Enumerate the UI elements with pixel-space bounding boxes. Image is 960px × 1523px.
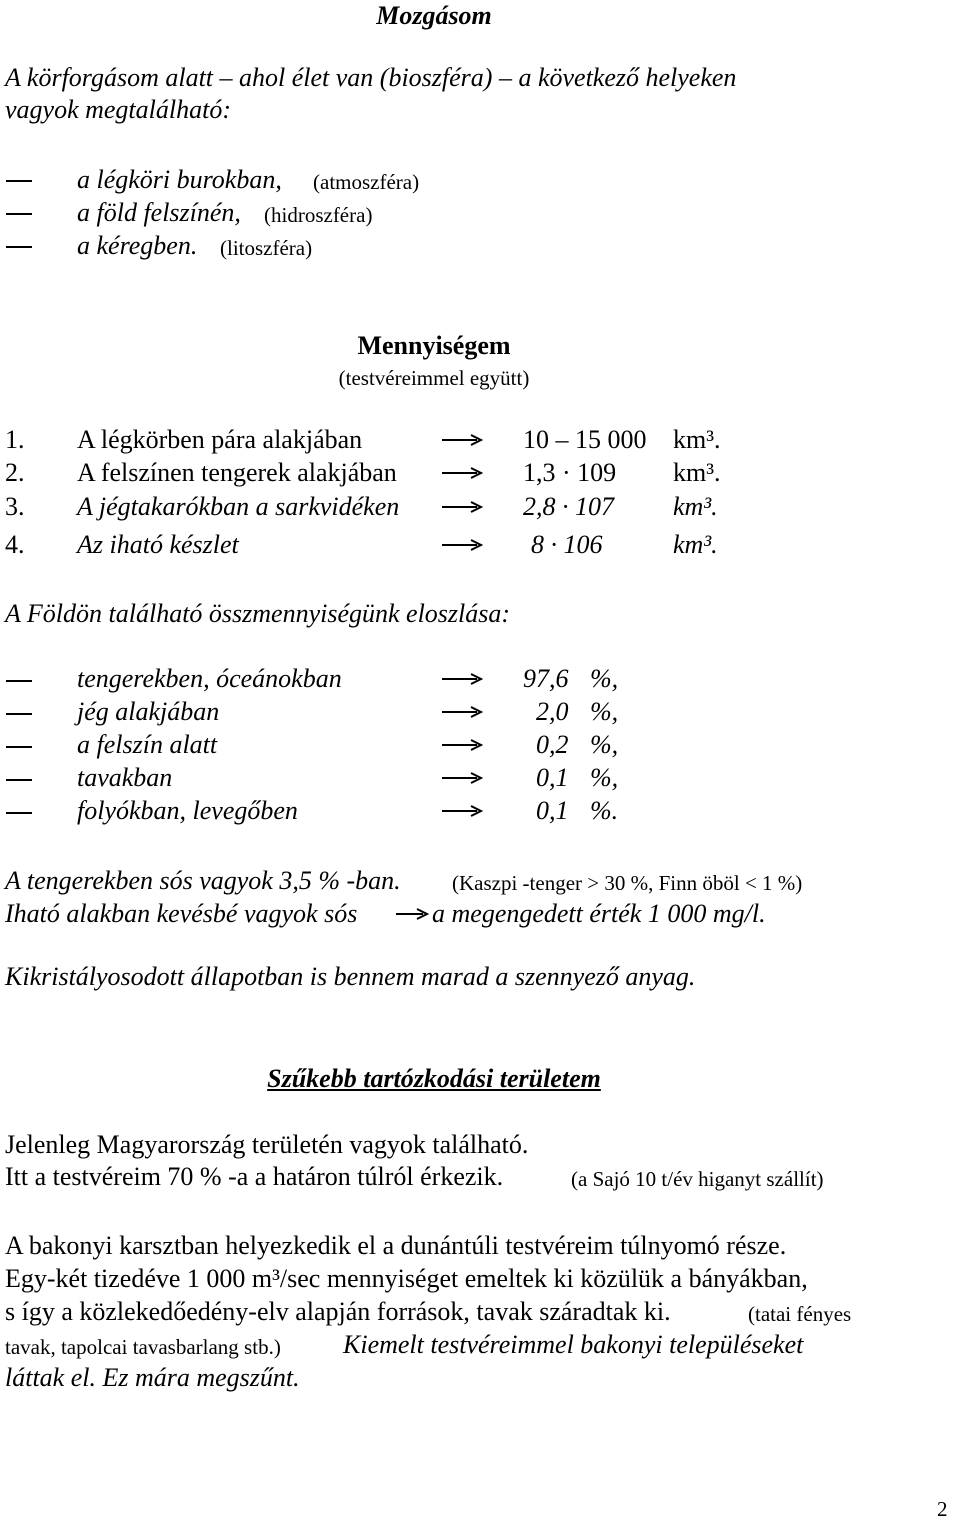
location-text: a légköri burokban, [77, 165, 282, 194]
item-label: a felszín alatt [77, 730, 218, 759]
item-value: 10 – 15 000 [523, 425, 647, 454]
territory-p2-note-a: (tatai fényes [748, 1302, 852, 1326]
item-value: 2,0 [536, 697, 569, 726]
salinity-line-2a: Iható alakban kevésbé vagyok sós [5, 899, 358, 928]
dash-bullet [6, 812, 32, 814]
item-label: tavakban [77, 763, 173, 792]
arrow-right-icon [441, 705, 483, 719]
item-label: jég alakjában [77, 697, 220, 726]
item-label: A felszínen tengerek alakjában [77, 458, 397, 487]
item-label: A jégtakarókban a sarkvidéken [77, 492, 400, 521]
arrow-right-icon [395, 907, 429, 921]
item-unit: %, [590, 763, 619, 792]
dash-bullet [6, 180, 32, 182]
salinity-line-3: Kikristályosodott állapotban is bennem marad a szennyező anyag. [5, 962, 696, 991]
salinity-line-1: A tengerekben sós vagyok 3,5 % -ban. [5, 866, 401, 895]
item-number: 3. [5, 492, 25, 521]
intro-line-1: A körforgásom alatt – ahol élet van (bioszféra) – a következő helyeken [5, 63, 737, 92]
territory-heading: Szűkebb tartózkodási területem [267, 1064, 601, 1093]
arrow-right-icon [441, 771, 483, 785]
territory-p2-line-4: Kiemelt testvéreimmel bakonyi településeket [343, 1330, 804, 1359]
territory-p2-line-2: Egy-két tizedéve 1 000 m³/sec mennyiséget emeltek ki közülük a bányákban, [5, 1264, 808, 1293]
dash-bullet [6, 213, 32, 215]
dash-bullet [6, 246, 32, 248]
item-value: 0,2 [536, 730, 569, 759]
quantity-heading: Mennyiségem [357, 331, 511, 360]
intro-line-2: vagyok megtalálható: [5, 95, 231, 124]
item-value: 2,8 · 107 [523, 492, 614, 521]
item-unit: km³. [673, 425, 721, 454]
arrow-right-icon [441, 466, 483, 480]
location-text: a kéregben. [77, 231, 198, 260]
territory-p2-note-b: tavak, tapolcai tavasbarlang stb.) [5, 1335, 281, 1359]
item-value: 0,1 [536, 796, 569, 825]
item-unit: km³. [673, 530, 718, 559]
item-number: 4. [5, 530, 25, 559]
item-number: 2. [5, 458, 25, 487]
arrow-right-icon [441, 672, 483, 686]
dash-bullet [6, 746, 32, 748]
item-label: Az iható készlet [77, 530, 239, 559]
item-value: 1,3 · 109 [523, 458, 617, 487]
location-text: a föld felszínén, [77, 198, 241, 227]
item-unit: %. [590, 796, 619, 825]
territory-p1-line-1: Jelenleg Magyarország területén vagyok található. [5, 1130, 529, 1159]
location-note: (atmoszféra) [313, 170, 420, 194]
item-value: 0,1 [536, 763, 569, 792]
item-unit: %, [590, 697, 619, 726]
territory-p1-note: (a Sajó 10 t/év higanyt szállít) [571, 1167, 824, 1191]
item-value: 97,6 [523, 664, 569, 693]
arrow-right-icon [441, 433, 483, 447]
item-unit: km³. [673, 458, 721, 487]
dash-bullet [6, 680, 32, 682]
item-number: 1. [5, 425, 25, 454]
location-note: (litoszféra) [220, 236, 313, 260]
arrow-right-icon [441, 500, 483, 514]
territory-p2-line-1: A bakonyi karsztban helyezkedik el a dunántúli testvéreim túlnyomó része. [5, 1231, 787, 1260]
arrow-right-icon [441, 738, 483, 752]
territory-p1-line-2: Itt a testvéreim 70 % -a a határon túlról érkezik. [5, 1162, 504, 1191]
page-title: Mozgásom [376, 1, 492, 30]
arrow-right-icon [441, 538, 483, 552]
item-value: 8 · 106 [531, 530, 603, 559]
arrow-right-icon [441, 804, 483, 818]
item-unit: %, [590, 664, 619, 693]
distribution-heading: A Földön található összmennyiségünk eloszlása: [5, 599, 511, 628]
page-number: 2 [937, 1497, 948, 1521]
item-unit: km³. [673, 492, 718, 521]
item-label: folyókban, levegőben [77, 796, 298, 825]
item-label: A légkörben pára alakjában [77, 425, 363, 454]
dash-bullet [6, 779, 32, 781]
dash-bullet [6, 713, 32, 715]
quantity-subheading: (testvéreimmel együtt) [338, 366, 530, 390]
salinity-note: (Kaszpi -tenger > 30 %, Finn öböl < 1 %) [452, 871, 803, 895]
location-note: (hidroszféra) [264, 203, 373, 227]
territory-p2-line-5: láttak el. Ez mára megszűnt. [5, 1363, 300, 1392]
item-unit: %, [590, 730, 619, 759]
territory-p2-line-3: s így a közlekedőedény-elv alapján források, tavak száradtak ki. [5, 1297, 671, 1326]
salinity-line-2b: a megengedett érték 1 000 mg/l. [432, 899, 766, 928]
item-label: tengerekben, óceánokban [77, 664, 342, 693]
